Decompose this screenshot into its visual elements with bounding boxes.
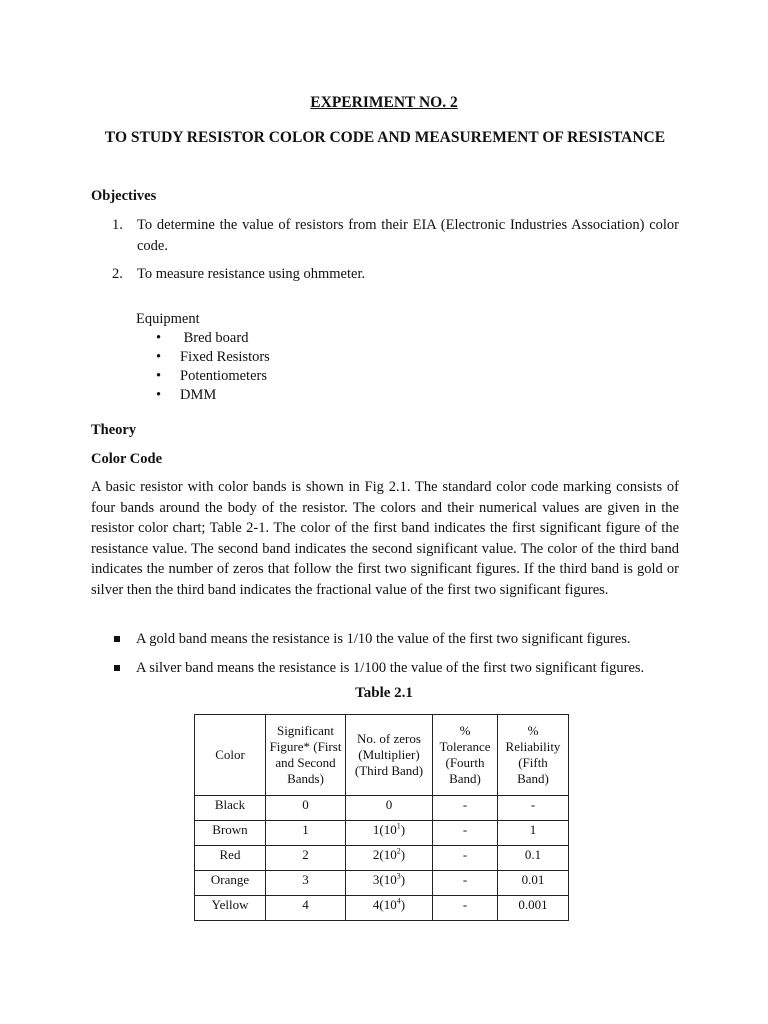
reliability-cell: 0.01	[498, 871, 569, 896]
table-caption: Table 2.1	[355, 685, 413, 701]
multiplier-base: 0	[385, 797, 393, 812]
significant-figure-cell: 2	[266, 846, 346, 871]
bullet-icon: •	[156, 368, 162, 384]
multiplier-exponent: 2	[396, 846, 401, 856]
tolerance-cell: -	[433, 796, 498, 821]
equipment-label: Equipment	[136, 311, 200, 327]
band-note-silver	[91, 658, 679, 678]
multiplier-exponent: 1	[396, 821, 401, 831]
tolerance-cell: -	[433, 821, 498, 846]
significant-figure-cell: 4	[266, 896, 346, 921]
equipment-item	[136, 348, 270, 367]
multiplier-exponent: 4	[396, 896, 401, 906]
multiplier-cell	[346, 871, 433, 896]
bullet-icon: •	[156, 387, 162, 403]
header-cell: Color	[195, 715, 266, 796]
color-code-table	[194, 714, 569, 921]
equipment-item-label: Bred board	[180, 330, 249, 346]
bullet-icon: •	[156, 330, 162, 346]
equipment-item	[136, 386, 270, 405]
band-note-gold	[91, 629, 679, 649]
equipment-item-label: Potentiometers	[180, 368, 267, 384]
reliability-cell: -	[498, 796, 569, 821]
significant-figure-cell: 1	[266, 821, 346, 846]
color-cell: Yellow	[195, 896, 266, 921]
experiment-title: EXPERIMENT NO. 2	[310, 94, 458, 111]
tolerance-cell: -	[433, 896, 498, 921]
header-cell: No. of zeros (Multiplier) (Third Band)	[346, 715, 433, 796]
equipment-list	[136, 329, 270, 405]
header-cell: Significant Figure* (First and Second Bands)	[266, 715, 346, 796]
multiplier-cell	[346, 846, 433, 871]
equipment-item-label: Fixed Resistors	[180, 349, 270, 365]
multiplier-cell	[346, 796, 433, 821]
multiplier-base: 3(10	[372, 872, 397, 887]
table-row	[195, 896, 569, 921]
objective-item-2	[91, 264, 679, 285]
table-row	[195, 871, 569, 896]
multiplier-close: )	[400, 872, 406, 887]
bullet-icon: •	[156, 349, 162, 365]
band-note-text: A gold band means the resistance is 1/10 the value of the first two significant figures.	[136, 631, 631, 647]
reliability-cell: 1	[498, 821, 569, 846]
multiplier-base: 1(10	[372, 822, 397, 837]
equipment-item	[136, 329, 270, 348]
multiplier-exponent: 3	[396, 871, 401, 881]
color-cell: Black	[195, 796, 266, 821]
multiplier-close: )	[400, 897, 406, 912]
color-cell: Red	[195, 846, 266, 871]
table-row	[195, 821, 569, 846]
table-row	[195, 846, 569, 871]
equipment-item	[136, 367, 270, 386]
header-cell: % Reliability (Fifth Band)	[498, 715, 569, 796]
multiplier-base: 4(10	[372, 897, 397, 912]
objective-number: 2.	[112, 266, 123, 282]
objective-text: To determine the value of resistors from their EIA (Electronic Industries Association) color code.	[137, 217, 679, 254]
theory-heading: Theory	[91, 422, 137, 438]
color-cell: Orange	[195, 871, 266, 896]
square-bullet-icon	[114, 636, 120, 642]
theory-paragraph: A basic resistor with color bands is shown in Fig 2.1. The standard color code marking consists of four bands around the body of the resistor. The colors and their numerical values are given in the resistor color chart; Table 2-1. The color of the first band indicates the first significant figure of the resistance value. The second band indicates the second significant value. The color of the third band indicates the number of zeros that follow the first two significant figures. If the third band is gold or silver then the third band indicates the fractional value of the first two significant figures.	[91, 479, 679, 598]
band-note-text: A silver band means the resistance is 1/100 the value of the first two significant figures.	[136, 660, 645, 676]
multiplier-base: 2(10	[372, 847, 397, 862]
multiplier-close: )	[400, 847, 406, 862]
significant-figure-cell: 0	[266, 796, 346, 821]
color-code-heading: Color Code	[91, 451, 163, 467]
square-bullet-icon	[114, 665, 120, 671]
color-cell: Brown	[195, 821, 266, 846]
significant-figure-cell: 3	[266, 871, 346, 896]
objective-number: 1.	[112, 217, 123, 233]
equipment-item-label: DMM	[180, 387, 217, 403]
multiplier-close: )	[400, 822, 406, 837]
table-header-row	[195, 715, 569, 796]
header-cell: % Tolerance (Fourth Band)	[433, 715, 498, 796]
objective-text: To measure resistance using ohmmeter.	[137, 266, 366, 282]
tolerance-cell: -	[433, 871, 498, 896]
reliability-cell: 0.1	[498, 846, 569, 871]
tolerance-cell: -	[433, 846, 498, 871]
main-title: TO STUDY RESISTOR COLOR CODE AND MEASUREMENT OF RESISTANCE	[104, 129, 666, 146]
objective-item-1	[91, 215, 679, 257]
table-row	[195, 796, 569, 821]
objectives-heading: Objectives	[91, 188, 157, 204]
reliability-cell: 0.001	[498, 896, 569, 921]
multiplier-cell	[346, 896, 433, 921]
multiplier-cell	[346, 821, 433, 846]
